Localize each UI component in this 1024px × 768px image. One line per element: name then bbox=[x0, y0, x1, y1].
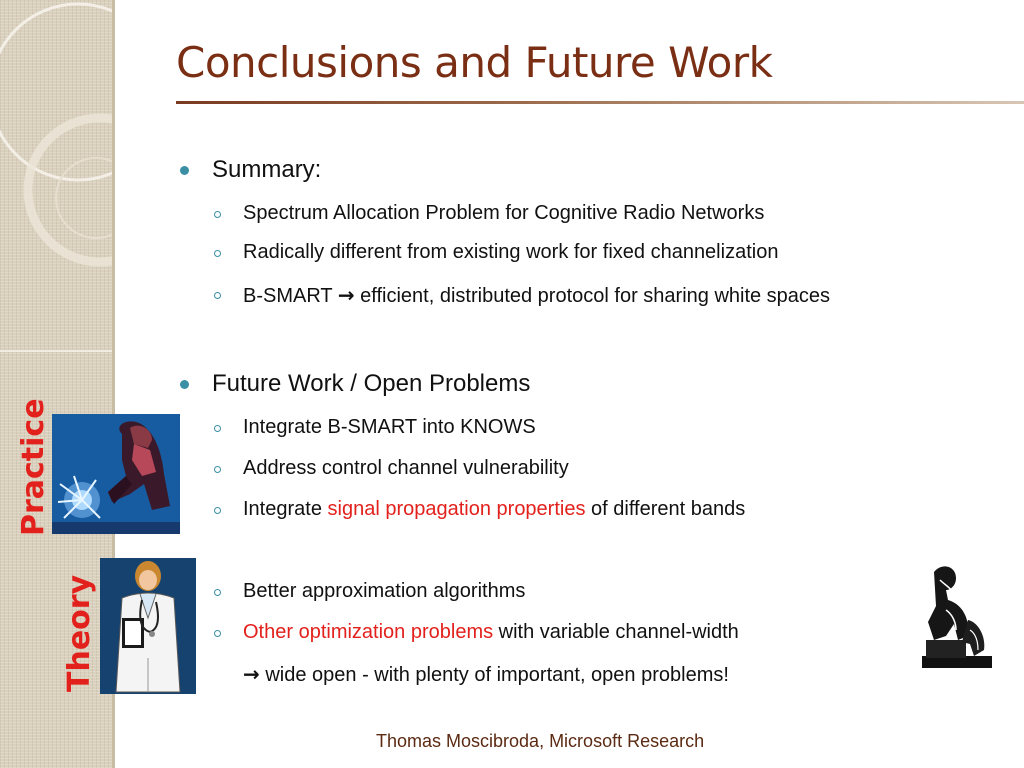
bsmart-label: B-SMART bbox=[243, 285, 333, 307]
theory-label: Theory bbox=[62, 574, 97, 692]
sub-bullet-icon bbox=[214, 250, 221, 257]
arrow-right-icon: → bbox=[243, 662, 260, 686]
arrow-right-icon: → bbox=[337, 283, 355, 307]
practice-label: Practice bbox=[16, 398, 51, 536]
summary-heading: Summary: bbox=[212, 156, 322, 183]
sub-bullet-icon bbox=[214, 630, 221, 637]
bullet-dot-icon bbox=[180, 380, 189, 389]
sub-bullet-icon bbox=[214, 292, 221, 299]
future-heading: Future Work / Open Problems bbox=[212, 370, 531, 397]
sidebar-divider bbox=[0, 350, 112, 352]
sub-bullet-icon bbox=[214, 466, 221, 473]
title-underline bbox=[176, 101, 1024, 104]
highlight-text: Other optimization problems bbox=[243, 621, 494, 643]
sub-bullet-icon bbox=[214, 211, 221, 218]
bullet-dot-icon bbox=[180, 166, 189, 175]
doctor-clipart-icon bbox=[100, 558, 196, 694]
welder-clipart-icon bbox=[52, 414, 180, 534]
slide-title: Conclusions and Future Work bbox=[176, 38, 773, 87]
footer-author: Thomas Moscibroda, Microsoft Research bbox=[376, 731, 705, 751]
thinker-statue-icon bbox=[912, 560, 996, 670]
sub-bullet-icon bbox=[214, 507, 221, 514]
sub-bullet-icon bbox=[214, 425, 221, 432]
sub-bullet-icon bbox=[214, 589, 221, 596]
highlight-text: signal propagation properties bbox=[327, 498, 586, 520]
